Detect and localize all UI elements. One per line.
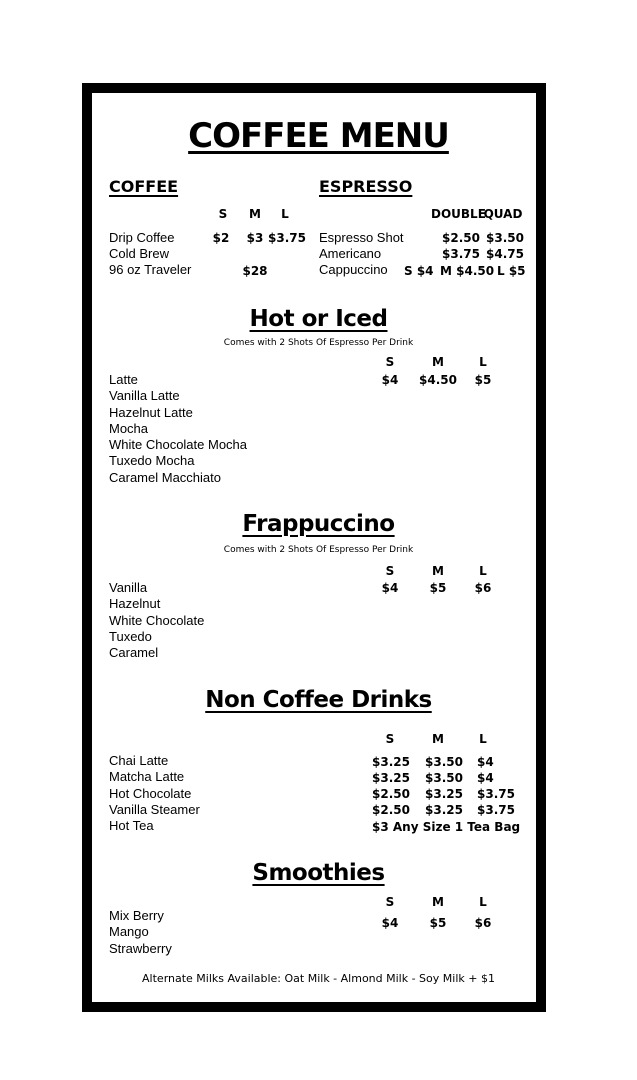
smoothies-size-m: M [432,895,444,909]
smoothies-price-l: $6 [474,916,492,930]
list-item: Vanilla Steamer [109,801,200,817]
menu-title: COFFEE MENU [188,116,449,156]
hot-tea-price: $3 Any Size 1 Tea Bag [372,820,521,834]
espresso-col-quad: QUAD [483,207,523,221]
list-item: Chai Latte [109,753,169,768]
espresso-heading: ESPRESSO [319,177,413,196]
list-item: Vanilla Latte [109,388,180,404]
cappuccino-price-m: M $4.50 [440,264,495,278]
list-item: Matcha Latte [109,769,185,785]
vanilla-steamer-price-s: $2.50 [372,803,410,817]
list-item: Tuxedo [109,628,152,644]
smoothies-size-l: L [479,895,487,909]
non-coffee-size-l: L [479,732,487,746]
espresso-item-cappuccino: Cappuccino [319,262,388,277]
list-item: Mocha [109,420,149,436]
smoothies-price-s: $4 [381,916,399,930]
americano-price-double: $3.75 [442,247,480,261]
frappuccino-price-s: $4 [381,581,399,595]
frappuccino-heading: Frappuccino [242,511,395,537]
list-item: Latte [109,372,138,387]
hot-iced-heading: Hot or Iced [249,306,388,332]
frappuccino-size-m: M [432,564,444,578]
list-item: Strawberry [109,940,172,956]
coffee-heading: COFFEE [109,177,179,196]
frappuccino-list [109,580,204,661]
list-item: Hot Chocolate [109,785,192,801]
chai-price-l: $4 [477,755,494,769]
list-item: Caramel Macchiato [109,469,221,485]
shot-price-double: $2.50 [442,231,480,245]
list-item: Mango [109,924,149,940]
coffee-item-cold-brew: Cold Brew [109,246,169,261]
hot-iced-note: Comes with 2 Shots Of Espresso Per Drink [223,338,414,348]
list-item: Hazelnut [109,596,161,612]
matcha-price-m: $3.50 [425,771,463,785]
vanilla-steamer-price-l: $3.75 [477,803,515,817]
cappuccino-price-l: L $5 [497,264,526,278]
non-coffee-list [109,753,200,834]
hot-iced-price-l: $5 [474,373,492,387]
list-item: Hazelnut Latte [109,404,193,420]
hot-iced-price-m: $4.50 [419,373,457,387]
drip-price-s: $2 [212,231,230,245]
traveler-price: $28 [242,264,268,278]
list-item: White Chocolate Mocha [109,437,248,453]
coffee-size-s: S [218,207,228,221]
vanilla-steamer-price-m: $3.25 [425,803,463,817]
frappuccino-size-l: L [479,564,487,578]
coffee-size-m: M [249,207,261,221]
chai-price-s: $3.25 [372,755,410,769]
espresso-item-americano: Americano [319,246,382,261]
list-item: White Chocolate [109,612,205,628]
frappuccino-note: Comes with 2 Shots Of Espresso Per Drink [223,545,414,555]
chai-price-m: $3.50 [425,755,463,769]
hot-iced-size-m: M [432,355,444,369]
hot-chocolate-price-l: $3.75 [477,787,515,801]
list-item: Caramel [109,645,159,661]
frappuccino-price-l: $6 [474,581,492,595]
americano-price-quad: $4.75 [486,247,524,261]
list-item: Vanilla [109,580,148,595]
shot-price-quad: $3.50 [486,231,524,245]
hot-iced-price-s: $4 [381,373,399,387]
cappuccino-price-s: S $4 [404,264,434,278]
drip-price-m: $3 [246,231,264,245]
smoothies-list [109,908,172,957]
espresso-item-shot: Espresso Shot [319,230,404,245]
smoothies-heading: Smoothies [252,860,385,886]
hot-iced-list [109,372,247,486]
hot-chocolate-price-m: $3.25 [425,787,463,801]
frappuccino-size-s: S [385,564,395,578]
hot-iced-size-l: L [479,355,487,369]
list-item: Tuxedo Mocha [109,453,195,469]
list-item: Mix Berry [109,908,164,923]
smoothies-price-m: $5 [429,916,447,930]
drip-price-l: $3.75 [268,231,306,245]
non-coffee-heading: Non Coffee Drinks [205,687,432,713]
matcha-price-s: $3.25 [372,771,410,785]
coffee-item-drip: Drip Coffee [109,230,175,245]
non-coffee-size-m: M [432,732,444,746]
hot-iced-size-s: S [385,355,395,369]
coffee-size-l: L [281,207,289,221]
alternate-milks-note: Alternate Milks Available: Oat Milk - Almond Milk - Soy Milk + $1 [142,972,495,985]
list-item: Hot Tea [109,818,154,834]
coffee-item-traveler: 96 oz Traveler [109,262,192,277]
frappuccino-price-m: $5 [429,581,447,595]
espresso-col-double: DOUBLE [431,207,486,221]
matcha-price-l: $4 [477,771,494,785]
non-coffee-size-s: S [385,732,395,746]
smoothies-size-s: S [385,895,395,909]
hot-chocolate-price-s: $2.50 [372,787,410,801]
